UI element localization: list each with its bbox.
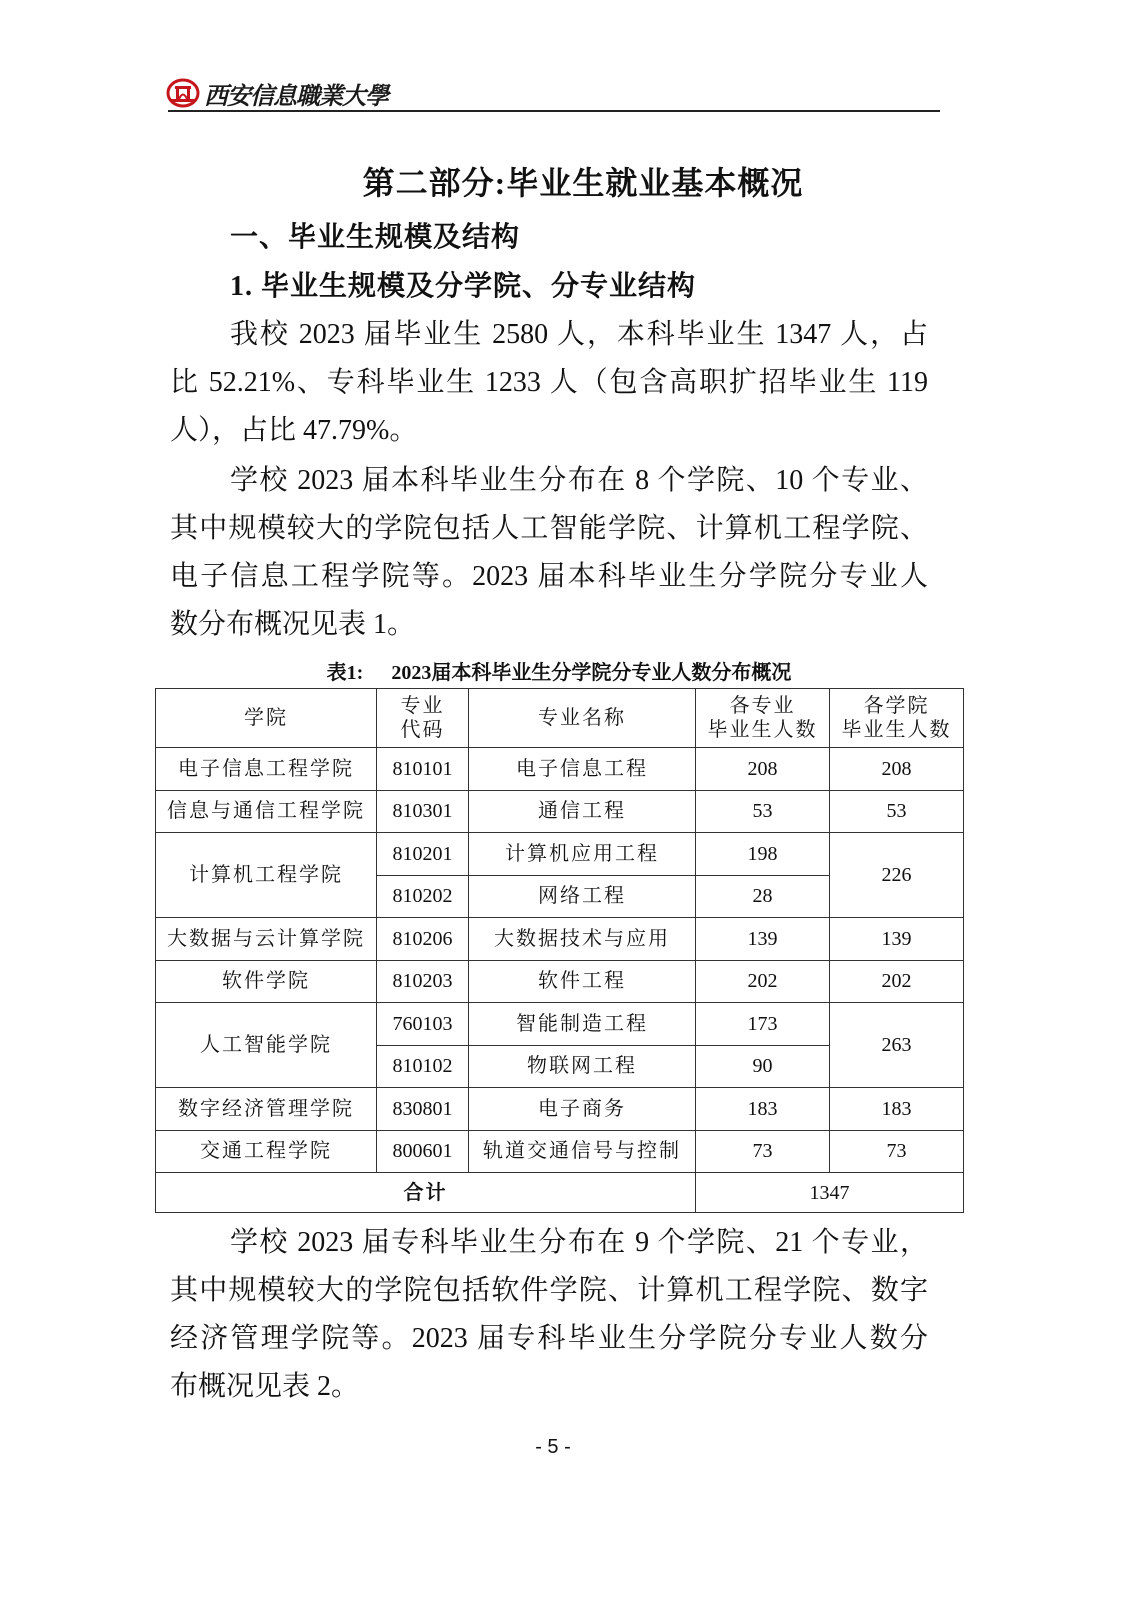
major-name-cell: 通信工程 (469, 790, 696, 833)
university-logo-icon (166, 78, 200, 108)
major-code-cell: 810301 (377, 790, 469, 833)
college-count-cell: 139 (830, 918, 964, 961)
major-code-cell: 810202 (377, 875, 469, 918)
header-major-count (696, 689, 830, 748)
header-line: 各学院 (863, 695, 930, 717)
paragraph-line: 电子信息工程学院等。2023 届本科毕业生分学院分专业人 (170, 561, 928, 592)
paragraph-line: 数分布概况见表 1。 (170, 609, 416, 640)
college-count-cell: 183 (830, 1088, 964, 1131)
header-divider (168, 110, 940, 112)
table-row (156, 1130, 964, 1173)
major-code-cell: 760103 (377, 1003, 469, 1046)
college-name-cell: 计算机工程学院 (156, 833, 377, 918)
paragraph-line: 我校 2023 届毕业生 2580 人，本科毕业生 1347 人，占 (230, 319, 928, 350)
major-name-cell: 轨道交通信号与控制 (469, 1130, 696, 1173)
paragraph-line: 学校 2023 届专科毕业生分布在 9 个学院、21 个专业， (230, 1227, 928, 1258)
header-line: 专业名称 (538, 707, 626, 729)
header-major-name (469, 689, 696, 748)
table-total-row (156, 1173, 964, 1213)
college-count-cell: 263 (830, 1003, 964, 1088)
page-title: 第二部分:毕业生就业基本概况 (362, 165, 804, 201)
college-name-cell: 交通工程学院 (156, 1130, 377, 1173)
major-count-cell: 73 (696, 1130, 830, 1173)
major-count-cell: 208 (696, 748, 830, 791)
major-code-cell: 810102 (377, 1045, 469, 1088)
table-row (156, 1003, 964, 1046)
major-code-cell: 830801 (377, 1088, 469, 1131)
major-count-cell: 173 (696, 1003, 830, 1046)
college-count-cell: 53 (830, 790, 964, 833)
major-code-cell: 810206 (377, 918, 469, 961)
page-number: - 5 - (535, 1436, 571, 1458)
table-row (156, 1088, 964, 1131)
major-count-cell: 28 (696, 875, 830, 918)
major-name-cell: 电子信息工程 (469, 748, 696, 791)
major-count-cell: 90 (696, 1045, 830, 1088)
total-value-cell: 1347 (696, 1173, 964, 1213)
table-caption-title: 2023届本科毕业生分学院分专业人数分布概况 (391, 662, 792, 684)
college-name-cell: 人工智能学院 (156, 1003, 377, 1088)
paragraph-line: 人），占比 47.79%。 (170, 415, 418, 446)
major-code-cell: 810201 (377, 833, 469, 876)
major-count-cell: 139 (696, 918, 830, 961)
paragraph-line: 其中规模较大的学院包括软件学院、计算机工程学院、数字 (170, 1275, 928, 1306)
major-code-cell: 810101 (377, 748, 469, 791)
college-count-cell: 208 (830, 748, 964, 791)
major-count-cell: 53 (696, 790, 830, 833)
table-row (156, 833, 964, 876)
paragraph-line: 经济管理学院等。2023 届专科毕业生分学院分专业人数分 (170, 1323, 928, 1354)
paragraph-graduate-scale (170, 311, 928, 455)
major-code-cell: 800601 (377, 1130, 469, 1173)
table-caption-label: 表1: (326, 662, 364, 684)
undergraduate-distribution-table (155, 688, 964, 1213)
table-row (156, 748, 964, 791)
major-count-cell: 198 (696, 833, 830, 876)
major-name-cell: 网络工程 (469, 875, 696, 918)
table-caption (155, 659, 963, 687)
college-count-cell: 73 (830, 1130, 964, 1173)
college-name-cell: 信息与通信工程学院 (156, 790, 377, 833)
college-count-cell: 202 (830, 960, 964, 1003)
major-name-cell: 电子商务 (469, 1088, 696, 1131)
college-count-cell: 226 (830, 833, 964, 918)
header-college (156, 689, 377, 748)
table-row (156, 960, 964, 1003)
major-name-cell: 物联网工程 (469, 1045, 696, 1088)
header-line: 专业 (400, 695, 445, 717)
college-name-cell: 电子信息工程学院 (156, 748, 377, 791)
table-header-row (156, 689, 964, 748)
major-count-cell: 183 (696, 1088, 830, 1131)
table-row (156, 790, 964, 833)
major-code-cell: 810203 (377, 960, 469, 1003)
paragraph-line: 学校 2023 届本科毕业生分布在 8 个学院、10 个专业、 (230, 465, 928, 496)
college-name-cell: 软件学院 (156, 960, 377, 1003)
paragraph-associate-distribution (170, 1219, 928, 1411)
major-name-cell: 软件工程 (469, 960, 696, 1003)
header-line: 毕业生人数 (707, 719, 818, 741)
major-count-cell: 202 (696, 960, 830, 1003)
paragraph-line: 布概况见表 2。 (170, 1371, 360, 1402)
major-name-cell: 智能制造工程 (469, 1003, 696, 1046)
header-line: 代码 (400, 719, 445, 741)
header-major-code (377, 689, 469, 748)
total-label-cell: 合计 (156, 1173, 696, 1213)
page-header (166, 76, 388, 110)
header-college-count (830, 689, 964, 748)
college-name-cell: 大数据与云计算学院 (156, 918, 377, 961)
table-row (156, 918, 964, 961)
paragraph-line: 其中规模较大的学院包括人工智能学院、计算机工程学院、 (170, 513, 928, 544)
university-name-logotype: 西安信息職業大學 (204, 80, 388, 110)
header-college-label: 学院 (244, 707, 288, 729)
paragraph-undergraduate-distribution (170, 457, 928, 649)
subsection-heading: 1. 毕业生规模及分学院、分专业结构 (230, 271, 697, 302)
header-line: 各专业 (729, 695, 796, 717)
header-line: 毕业生人数 (841, 719, 952, 741)
major-name-cell: 计算机应用工程 (469, 833, 696, 876)
paragraph-line: 比 52.21%、专科毕业生 1233 人（包含高职扩招毕业生 119 (170, 367, 928, 398)
section-heading: 一、毕业生规模及结构 (230, 222, 521, 253)
college-name-cell: 数字经济管理学院 (156, 1088, 377, 1131)
major-name-cell: 大数据技术与应用 (469, 918, 696, 961)
